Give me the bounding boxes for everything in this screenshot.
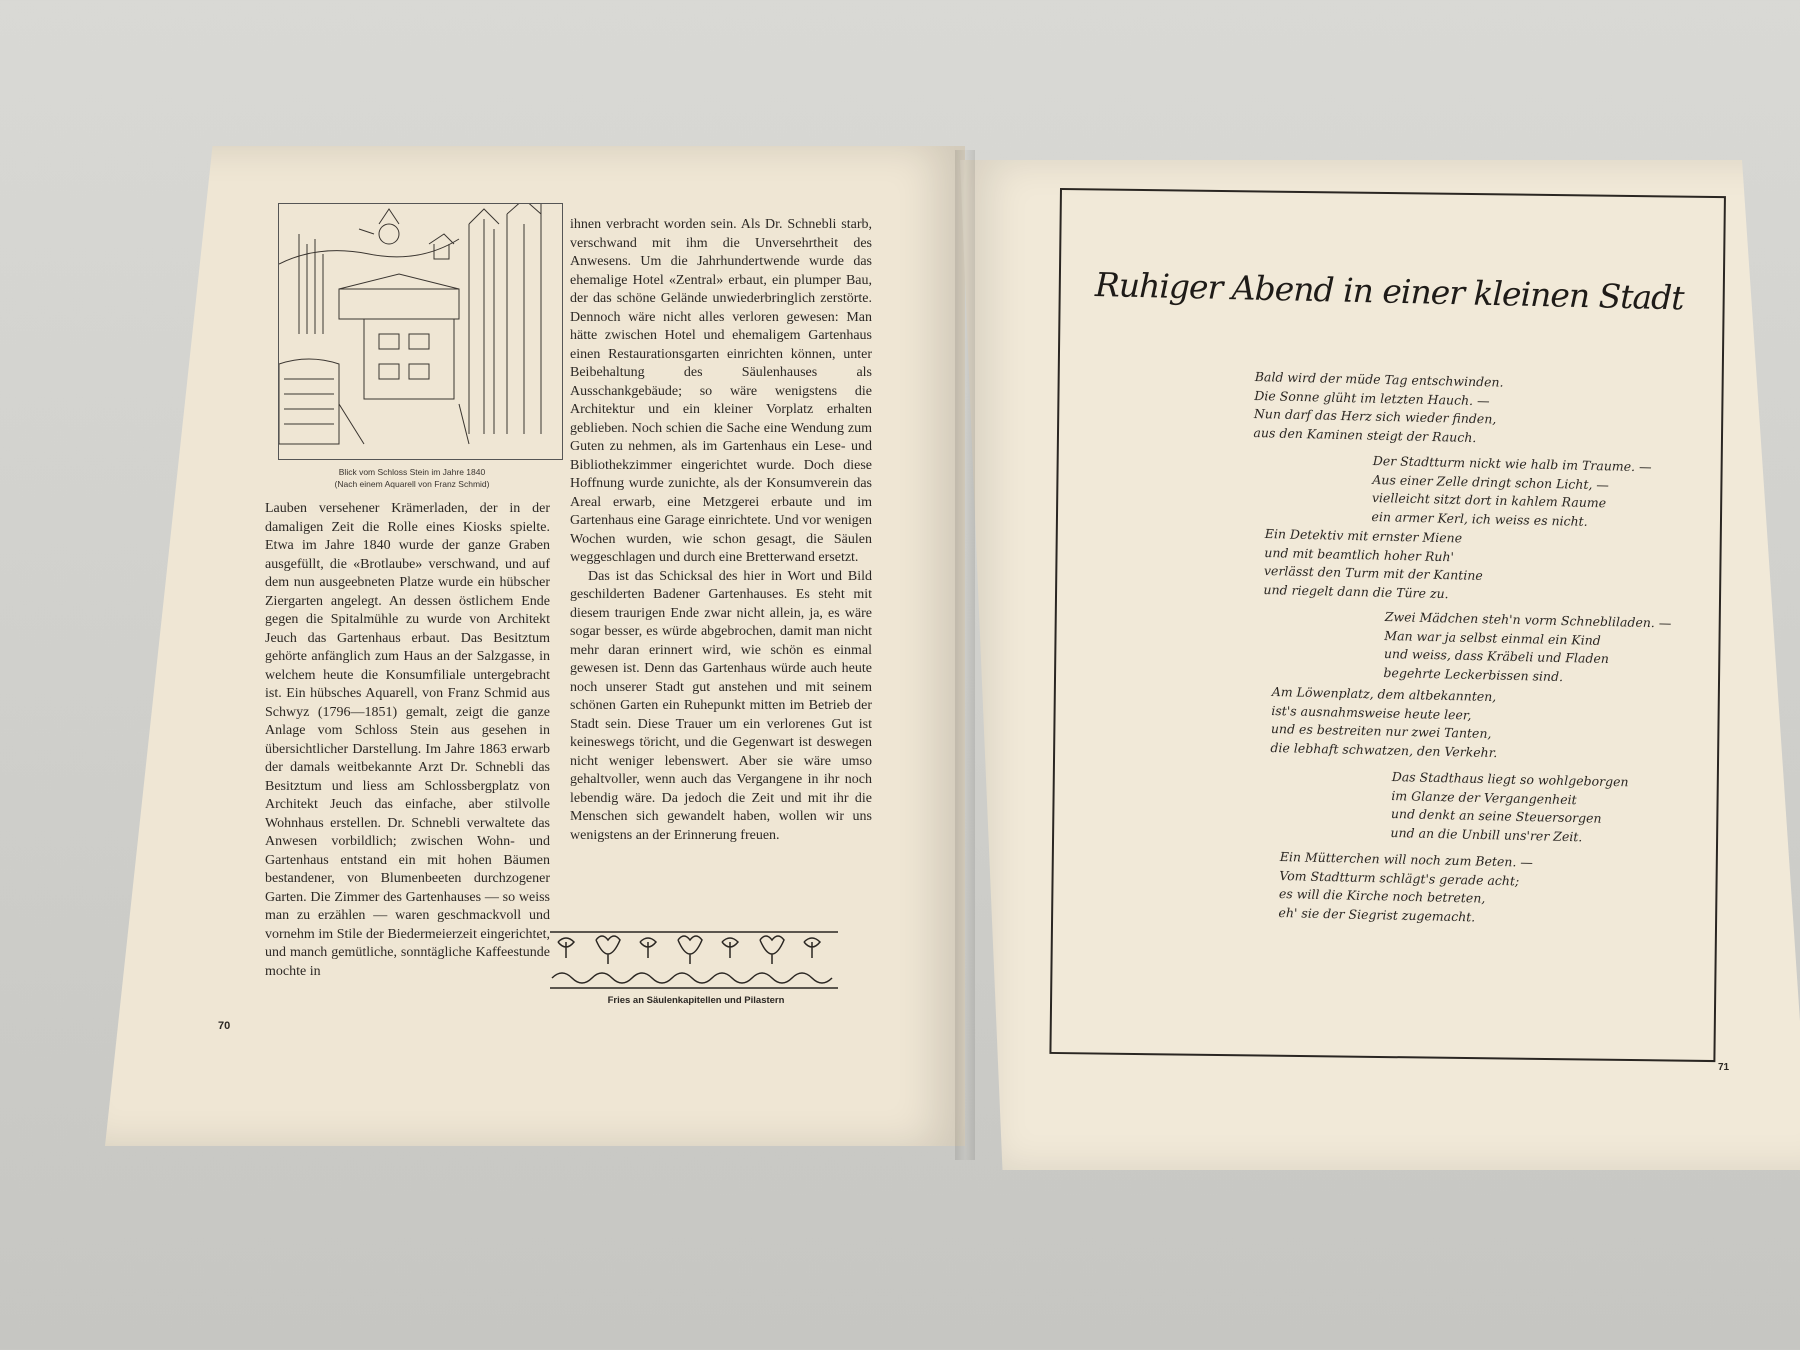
frieze-caption: Fries an Säulenkapitellen und Pilastern: [607, 995, 785, 1006]
poem-title: Ruhiger Abend in einer kleinen Stadt: [1094, 265, 1684, 318]
poem-line: und denkt an seine Steuersorgen: [1390, 805, 1602, 826]
poem-line: Vom Stadtturm schlägt's gerade acht;: [1279, 867, 1520, 888]
poem-line: ist's ausnahmsweise heute leer,: [1271, 702, 1472, 723]
poem-stanza-7: [1278, 848, 1533, 928]
poem-line: Aus einer Zelle dringt schon Licht, —: [1372, 471, 1610, 492]
poem-line: begehrte Leckerbissen sind.: [1383, 664, 1564, 684]
poem-line: und weiss, dass Kräbeli und Fladen: [1383, 645, 1610, 667]
poem-stanza-4: [1383, 608, 1671, 688]
poem-line: die lebhaft schwatzen, den Verkehr.: [1270, 739, 1498, 760]
poem-stanza-5: [1270, 683, 1498, 762]
poem-line: und an die Unbill uns'rer Zeit.: [1390, 824, 1583, 844]
poem-line: Das Stadthaus liegt so wohlgeborgen: [1391, 768, 1629, 790]
poem-line: Man war ja selbst einmal ein Kind: [1384, 627, 1601, 648]
figure-caption-line2: (Nach einem Aquarell von Franz Schmid): [334, 479, 490, 489]
poem-line: und es bestreiten nur zwei Tanten,: [1270, 720, 1492, 741]
right-column-text: [570, 216, 872, 845]
book-gutter: [955, 150, 975, 1160]
poem-line: Zwei Mädchen steh'n vorm Schnebliladen. —: [1384, 608, 1672, 631]
page-number-right: 71: [1718, 1062, 1730, 1073]
poem-stanza-1: [1253, 368, 1503, 448]
poem-line: vielleicht sitzt dort in kahlem Raume: [1371, 489, 1607, 511]
poem-stanza-3: [1263, 525, 1483, 604]
poem-stanza-2: [1371, 452, 1651, 532]
right-column-paragraph-1: ihnen verbracht worden sein. Als Dr. Schnebli starb, verschwand mit ihm die Unversehrtheit des Anwesens. Um die Jahrhundertwende wurde das ehemalige Hotel «Zentral» erbaut, ein plumper Bau, der das schöne Gelände unwiederbringlich zerstörte. Dennoch wäre nicht alles verloren gewesen: Man hätte zwischen Hotel und ehemaligem Gartenhaus einen Restaurationsgarten einrichten können, unter Beibehaltung des Säulenhauses als Ausschankgebäude; so wäre wenigstens die Architektur und ein kleiner Vorplatz erhalten geblieben. Noch schien die Sache eine Wendung zum Guten zu nehmen, als im Gartenhaus ein Lese- und Bibliothekzimmer eingerichtet wurde. Doch diese Hoffnung wurde zunichte, als der Konsumverein das Areal erwarb, eine Metzgerei erbaute und im Gartenhaus eine Garage einrichtete. Und vor wenigen Wochen wurden, wie schon gesagt, die Säulen weggeschlagen und durch eine Bretterwand ersetzt.: [570, 217, 872, 565]
poem-stanza-6: [1390, 768, 1628, 847]
poem-line: aus den Kaminen steigt der Rauch.: [1253, 424, 1477, 445]
figure-caption: [262, 466, 562, 490]
poem-line: eh' sie der Siegrist zugemacht.: [1278, 904, 1476, 924]
poem-line: verlässt den Turm mit der Kantine: [1263, 562, 1483, 583]
poem-line: es will die Kirche noch betreten,: [1278, 885, 1486, 906]
poem-line: und mit beamtlich hoher Ruh': [1264, 544, 1455, 564]
page-number-left: 70: [218, 1020, 231, 1032]
poem-line: Ein Detektiv mit ernster Miene: [1264, 525, 1463, 546]
right-column-paragraph-2: Das ist das Schicksal des hier in Wort und Bild geschilderten Badener Gartenhauses. Es steht mit diesem traurigen Ende zwar nicht allein, ja, es wäre sogar besser, es würde abgebrochen, damit man nicht mehr daran erinnert wird, wie schön es einmal gewesen ist. Denn das Gartenhaus würde auch heute noch unserer Stadt gut anstehen und mit seinem schönen Garten ein Ruhepunkt mitten im Betrieb der Stadt sein. Diese Trauer um ein verlorenes Gut ist keineswegs töricht, und die Gegenwart ist deswegen nicht weniger lebenswert. Aber sie wäre umso gehaltvoller, wenn auch das Vergangene in ihr noch lebendig wäre. Da jedoch die Zeit und mit ihr die Menschen sich gewandelt haben, wollen wir uns wenigstens an der Erinnerung freuen.: [570, 568, 872, 843]
poem-line: Ein Mütterchen will noch zum Beten. —: [1279, 848, 1534, 870]
frieze-ornament: [548, 930, 840, 990]
figure-caption-line1: Blick vom Schloss Stein im Jahre 1840: [338, 467, 486, 477]
poem-line: im Glanze der Vergangenheit: [1391, 787, 1577, 807]
frieze-ornament-image: [548, 930, 840, 990]
garden-illustration: [278, 203, 563, 460]
poem-line: ein armer Kerl, ich weiss es nicht.: [1371, 508, 1588, 529]
poem-line: Bald wird der müde Tag entschwinden.: [1254, 368, 1504, 390]
poem-line: Die Sonne glüht im letzten Hauch. —: [1254, 387, 1490, 408]
poem-line: Am Löwenplatz, dem altbekannten,: [1271, 683, 1497, 705]
poem-line: Nun darf das Herz sich wieder finden,: [1253, 405, 1497, 427]
poem-line: und riegelt dann die Türe zu.: [1263, 581, 1449, 601]
poem-line: Der Stadtturm nickt wie halb im Traume. —: [1372, 452, 1652, 475]
left-column-text: [265, 500, 550, 981]
left-column-paragraph: Lauben versehener Krämerladen, der in der damaligen Zeit die Rolle eines Kiosks spielte. Etwa im Jahre 1840 wurde der ganze Graben ausgefüllt, die «Brotlaube» verschwand, und auf dem nun ausgeebneten Platze wurde ein hübscher Ziergarten angelegt. An dessen östlichem Ende gegen die Spitalmühle zu wurde von Architekt Jeuch das Gartenhaus erbaut. Das Besitztum gehörte anfänglich zum Haus an der Salzgasse, in welchem heute die Konsumfiliale untergebracht ist. Ein hübsches Aquarell, von Franz Schmid aus Schwyz (1796—1851) gemalt, zeigt die ganze Anlage vom Schloss Stein aus gesehen in übersichtlicher Darstellung. Im Jahre 1863 erwarb der damals weitbekannte Arzt Dr. Schnebli das Besitztum und liess am Schlossbergplatz von Architekt Jeuch das einfache, aber stilvolle Wohnhaus erstellen. Dr. Schnebli verwaltete das Anwesen vorbildlich; zwischen Wohn- und Gartenhaus entstand ein mit hohen Bäumen bestandener, von Blumenbeeten durchzogener Garten. Die Zimmer des Gartenhauses — so weiss man zu erzählen — waren geschmackvoll und vornehm im Stile der Biedermeierzeit eingerichtet, und manch gemütliche, sonntägliche Kaffeestunde mochte in: [265, 501, 550, 979]
garden-sketch-image: [279, 204, 562, 459]
